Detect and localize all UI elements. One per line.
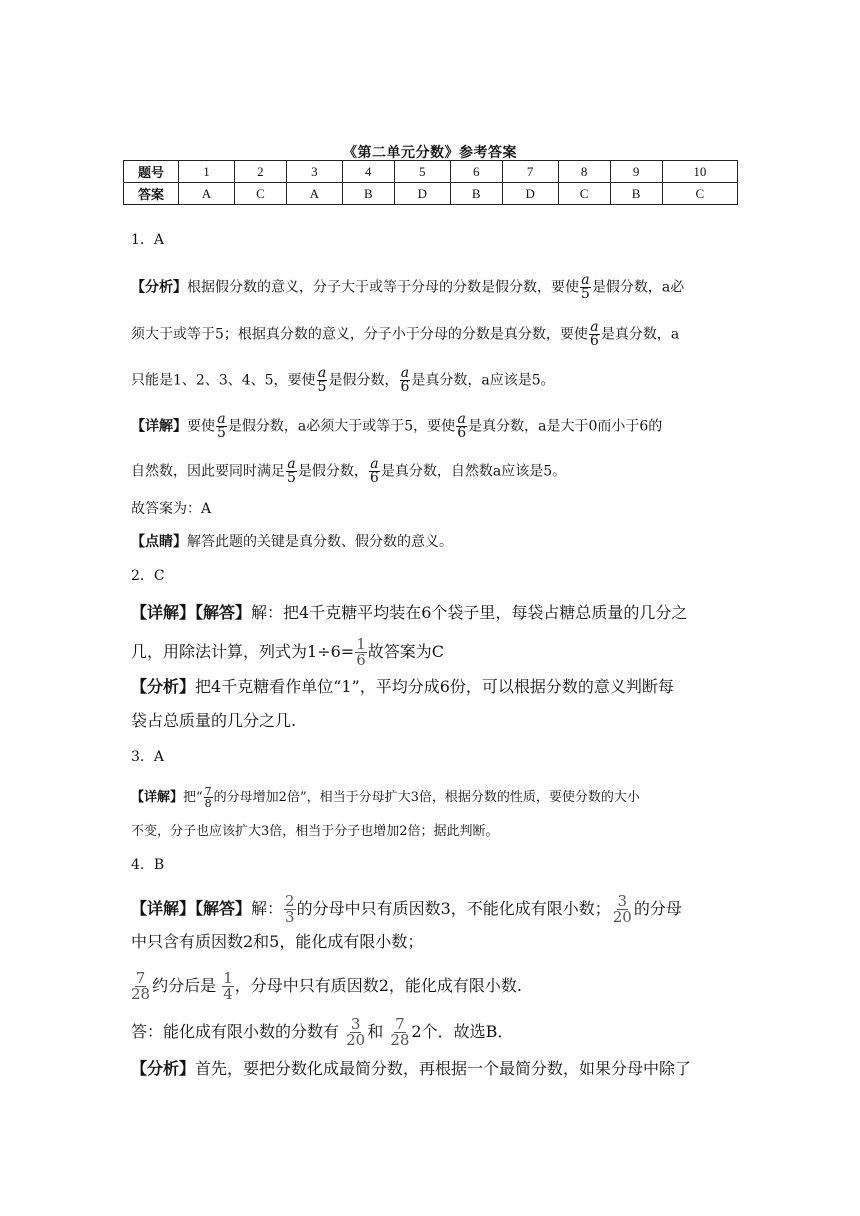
table-cell: 9 bbox=[610, 161, 662, 183]
fraction: $\frac{7}{8}$ bbox=[204, 785, 212, 810]
q1-answer: 故答案为：A bbox=[131, 501, 212, 517]
text: 解答此题的关键是真分数、假分数的意义。 bbox=[187, 534, 453, 550]
text: 是真分数，a应该是5。 bbox=[411, 372, 555, 389]
table-cell: 8 bbox=[558, 161, 610, 183]
fraction: $\frac{1}{6}$ bbox=[356, 635, 366, 669]
detail-tag: 【详解】【解答】 bbox=[131, 603, 252, 622]
text: 须大于或等于5；根据真分数的意义，分子小于分母的分数是真分数，要使 bbox=[131, 326, 588, 343]
text: 答：能化成有限小数的分数有 bbox=[131, 1022, 340, 1041]
q1-analysis-line bbox=[131, 274, 684, 301]
text: 是假分数， bbox=[297, 463, 368, 480]
q4-detail-line: 中只含有质因数2和5，能化成有限小数； bbox=[131, 932, 424, 951]
fraction: $\frac{a}{6}$ bbox=[400, 365, 410, 395]
q3-detail-line bbox=[131, 786, 640, 809]
table-cell: 3 bbox=[286, 161, 342, 183]
table-cell: D bbox=[502, 183, 558, 205]
text: 是假分数，a必 bbox=[591, 279, 685, 296]
q4-detail-line bbox=[129, 971, 522, 1002]
q1-detail-line bbox=[131, 413, 662, 440]
table-row bbox=[124, 161, 738, 183]
text: 是真分数，a bbox=[600, 326, 680, 343]
text: 和 bbox=[367, 1022, 384, 1041]
detail-tag: 【详解】 bbox=[131, 790, 184, 805]
q1-detail-line bbox=[131, 458, 566, 485]
text: 根据假分数的意义，分子大于或等于分母的分数是假分数，要使 bbox=[187, 279, 579, 296]
text: 几，用除法计算，列式为1÷6= bbox=[131, 642, 355, 661]
text: 只能是1、2、3、4、5，要使 bbox=[131, 372, 316, 389]
fraction: $\frac{1}{4}$ bbox=[223, 969, 233, 1003]
text: 是真分数，a是大于0而小于6的 bbox=[468, 418, 663, 435]
text: 的分母中只有质因数3，不能化成有限小数； bbox=[296, 899, 611, 918]
fraction: $\frac{a}{5}$ bbox=[217, 411, 226, 441]
table-cell: D bbox=[394, 183, 450, 205]
text: 是假分数， bbox=[328, 372, 399, 389]
text: 要使 bbox=[187, 418, 215, 435]
page-title: 《第二单元分数》参考答案 bbox=[343, 145, 517, 161]
table-cell: 4 bbox=[342, 161, 394, 183]
text: 首先，要把分数化成最简分数，再根据一个最简分数，如果分母中除了 bbox=[195, 1059, 692, 1078]
question-2-number: 2．C bbox=[131, 568, 165, 584]
table-cell: 7 bbox=[502, 161, 558, 183]
q4-detail-line bbox=[131, 894, 682, 925]
text: 是假分数，a必须大于或等于5，要使 bbox=[227, 418, 456, 435]
table-cell: A bbox=[286, 183, 342, 205]
analysis-tag: 【分析】 bbox=[131, 677, 196, 696]
fraction: $\frac{a}{6}$ bbox=[457, 411, 467, 441]
q3-detail-line: 不变，分子也应该扩大3倍，相当于分子也增加2倍；据此判断。 bbox=[131, 824, 499, 839]
fraction: $\frac{a}{5}$ bbox=[287, 456, 296, 486]
q2-analysis-line: 袋占总质量的几分之几. bbox=[131, 711, 297, 730]
detail-tag: 【详解】 bbox=[131, 418, 187, 435]
q2-analysis-line bbox=[131, 677, 674, 697]
table-cell: B bbox=[450, 183, 502, 205]
text: 是真分数，自然数a应该是5。 bbox=[380, 463, 567, 480]
q4-answer-line bbox=[131, 1017, 513, 1048]
table-cell: C bbox=[662, 183, 737, 205]
text: 2个．故选B． bbox=[411, 1022, 514, 1041]
q1-analysis-line bbox=[131, 321, 679, 348]
text: 的分母增加2倍”，相当于分母扩大3倍，根据分数的性质，要使分数的大小 bbox=[213, 790, 640, 805]
text: 约分后是 bbox=[152, 976, 217, 995]
text: 故答案为C bbox=[367, 642, 444, 661]
q1-tip-line bbox=[131, 532, 453, 552]
q1-analysis-line bbox=[131, 367, 555, 394]
detail-tag: 【详解】【解答】 bbox=[131, 899, 252, 918]
row-header: 答案 bbox=[124, 183, 179, 205]
text: 自然数，因此要同时满足 bbox=[131, 463, 285, 480]
table-cell: A bbox=[179, 183, 235, 205]
tip-tag: 【点睛】 bbox=[131, 534, 187, 550]
question-1-number: 1．A bbox=[131, 232, 165, 248]
text: 把4千克糖看作单位“1”，平均分成6份，可以根据分数的意义判断每 bbox=[195, 677, 674, 696]
table-cell: B bbox=[342, 183, 394, 205]
q2-detail-line bbox=[131, 637, 444, 668]
fraction: $\frac{a}{6}$ bbox=[589, 319, 599, 349]
table-cell: C bbox=[558, 183, 610, 205]
fraction: $\frac{a}{6}$ bbox=[369, 456, 379, 486]
question-3-number: 3．A bbox=[131, 749, 165, 765]
fraction: $\frac{3}{20}$ bbox=[612, 892, 632, 926]
table-row bbox=[124, 183, 738, 205]
analysis-tag: 【分析】 bbox=[131, 1059, 196, 1078]
text: 的分母 bbox=[633, 899, 682, 918]
answer-table bbox=[123, 160, 738, 205]
table-cell: 6 bbox=[450, 161, 502, 183]
q2-detail-line bbox=[131, 603, 687, 623]
fraction: $\frac{a}{5}$ bbox=[317, 365, 327, 395]
text: 把“ bbox=[183, 790, 203, 805]
table-cell: 5 bbox=[394, 161, 450, 183]
fraction: $\frac{7}{28}$ bbox=[131, 969, 151, 1003]
table-cell: B bbox=[610, 183, 662, 205]
table-cell: 1 bbox=[179, 161, 235, 183]
fraction: $\frac{7}{28}$ bbox=[390, 1015, 410, 1049]
fraction: $\frac{a}{5}$ bbox=[581, 272, 590, 302]
analysis-tag: 【分析】 bbox=[131, 279, 187, 296]
text: ，分母中只有质因数2，能化成有限小数. bbox=[234, 976, 523, 995]
fraction: $\frac{3}{20}$ bbox=[346, 1015, 366, 1049]
table-cell: 2 bbox=[234, 161, 286, 183]
table-cell: C bbox=[234, 183, 286, 205]
table-cell: 10 bbox=[662, 161, 737, 183]
fraction: $\frac{2}{3}$ bbox=[285, 892, 295, 926]
text: 解： bbox=[251, 899, 284, 918]
q4-analysis-line bbox=[131, 1059, 691, 1079]
question-4-number: 4．B bbox=[131, 857, 165, 873]
row-header: 题号 bbox=[124, 161, 179, 183]
text: 解：把4千克糖平均装在6个袋子里，每袋占糖总质量的几分之 bbox=[251, 603, 688, 622]
